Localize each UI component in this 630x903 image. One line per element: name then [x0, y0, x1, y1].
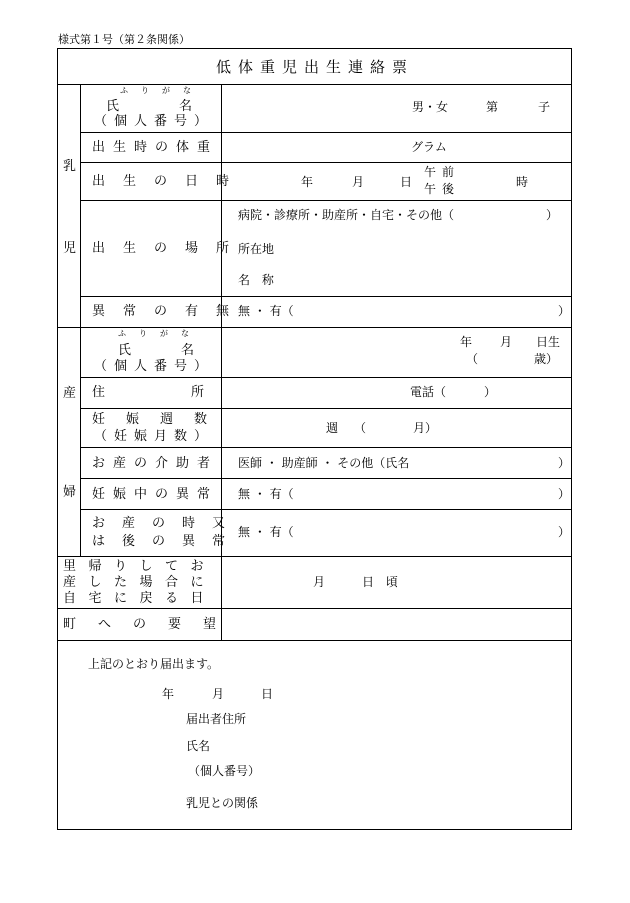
age-open-paren: （ [466, 352, 479, 366]
pm-label: 午後 [424, 182, 461, 196]
infant-id-label: （個人番号） [94, 114, 215, 129]
mother-id-label: （個人番号） [94, 359, 215, 374]
month-close-label: 月） [413, 421, 438, 435]
pregnancy-abnormality-options: 無 ・ 有（ [238, 487, 294, 501]
form-title: 低体重児出生連絡票 [215, 58, 414, 76]
section-divider [57, 640, 572, 641]
pregnancy-abnormality-close-paren: ） [558, 487, 571, 501]
notifier-name-label: 氏名 [186, 739, 211, 753]
row-divider [80, 296, 572, 297]
title-divider [57, 84, 572, 85]
birth-weight-label: 出生時の体重 [92, 140, 219, 155]
birth-year-label: 年 [460, 335, 473, 349]
column-divider [221, 84, 222, 640]
column-divider [80, 84, 81, 556]
section-divider [57, 608, 572, 609]
birth-day-label: 日生 [536, 335, 561, 349]
place-close-paren: ） [546, 208, 559, 222]
row-divider [80, 408, 572, 409]
row-divider [80, 509, 572, 510]
notifier-address-label: 届出者住所 [186, 712, 247, 726]
row-divider [80, 377, 572, 378]
phone-close-paren: ） [484, 385, 497, 399]
return-home-label: 産した場合に [63, 575, 217, 590]
mother-furigana: ふりがな [118, 329, 202, 338]
return-day-label: 日 頃 [362, 575, 402, 589]
month-open-paren: （ [354, 421, 367, 435]
birth-datetime-label: 出生の日時 [92, 174, 248, 189]
return-month-label: 月 [313, 575, 326, 589]
abnormality-label: 異常の有無 [92, 304, 248, 319]
location-label: 所在地 [238, 242, 275, 256]
infant-name-label: 氏名 [106, 99, 253, 114]
declaration-day: 日 [261, 687, 274, 701]
infant-section-label: 乳 [63, 159, 77, 174]
row-divider [80, 162, 572, 163]
phone-label: 電話（ [410, 385, 447, 399]
form-number: 様式第１号（第２条関係） [58, 33, 190, 46]
delivery-assist-close-paren: ） [558, 456, 571, 470]
month-label: 月 [352, 175, 365, 189]
delivery-abnormality-options: 無 ・ 有（ [238, 525, 294, 539]
weight-unit: グラム [411, 140, 447, 154]
furigana-text: ふりがな [120, 86, 204, 95]
relationship-label: 乳児との関係 [186, 796, 259, 810]
delivery-abnormality-close-paren: ） [558, 525, 571, 539]
order-label: 第 [486, 100, 499, 114]
hour-label: 時 [516, 175, 529, 189]
facility-name-label: 名 称 [238, 273, 278, 287]
declaration-year: 年 [162, 687, 175, 701]
delivery-assist-label: お産の介助者 [92, 456, 219, 471]
declaration-month: 月 [212, 687, 225, 701]
infant-section-label: 児 [63, 241, 77, 256]
section-divider [57, 327, 572, 328]
return-home-label: 里帰りしてお [63, 559, 217, 574]
pregnancy-abnormality-label: 妊娠中の異常 [92, 487, 219, 502]
child-label: 子 [538, 100, 551, 114]
birth-place-label: 出生の場所 [92, 241, 248, 256]
delivery-assist-options: 医師 ・ 助産師 ・ その他（氏名 [238, 456, 410, 470]
mother-section-label: 婦 [63, 485, 77, 500]
delivery-abnormality-label: は後の異常 [92, 534, 243, 549]
address-label: 住所 [92, 385, 291, 400]
age-close-label: 歳） [534, 352, 559, 366]
section-divider [57, 556, 572, 557]
declaration-statement: 上記のとおり届出ます。 [88, 657, 220, 671]
row-divider [80, 200, 572, 201]
return-home-label: 自宅に戻る日 [63, 591, 217, 606]
mother-name-label: 氏名 [118, 343, 245, 358]
gestation-label: 妊娠週数 [92, 412, 229, 427]
sex-select: 男・女 [412, 100, 449, 114]
row-divider [80, 447, 572, 448]
year-label: 年 [301, 175, 314, 189]
infant-furigana [120, 87, 220, 95]
abnormality-close-paren: ） [558, 304, 571, 318]
delivery-abnormality-label: お産の時又 [92, 516, 243, 531]
gestation-month-label: （妊娠月数） [94, 429, 215, 444]
row-divider [80, 132, 572, 133]
mother-section-label: 産 [63, 386, 77, 401]
birth-month-label: 月 [500, 335, 513, 349]
am-label: 午前 [424, 165, 461, 179]
place-options: 病院・診療所・助産所・自宅・その他（ [238, 208, 455, 222]
day-label: 日 [400, 175, 413, 189]
abnormality-options: 無 ・ 有（ [238, 304, 294, 318]
notifier-id-label: （個人番号） [188, 764, 261, 778]
week-label: 週 [326, 421, 339, 435]
row-divider [80, 478, 572, 479]
request-label: 町への要望 [63, 617, 239, 632]
